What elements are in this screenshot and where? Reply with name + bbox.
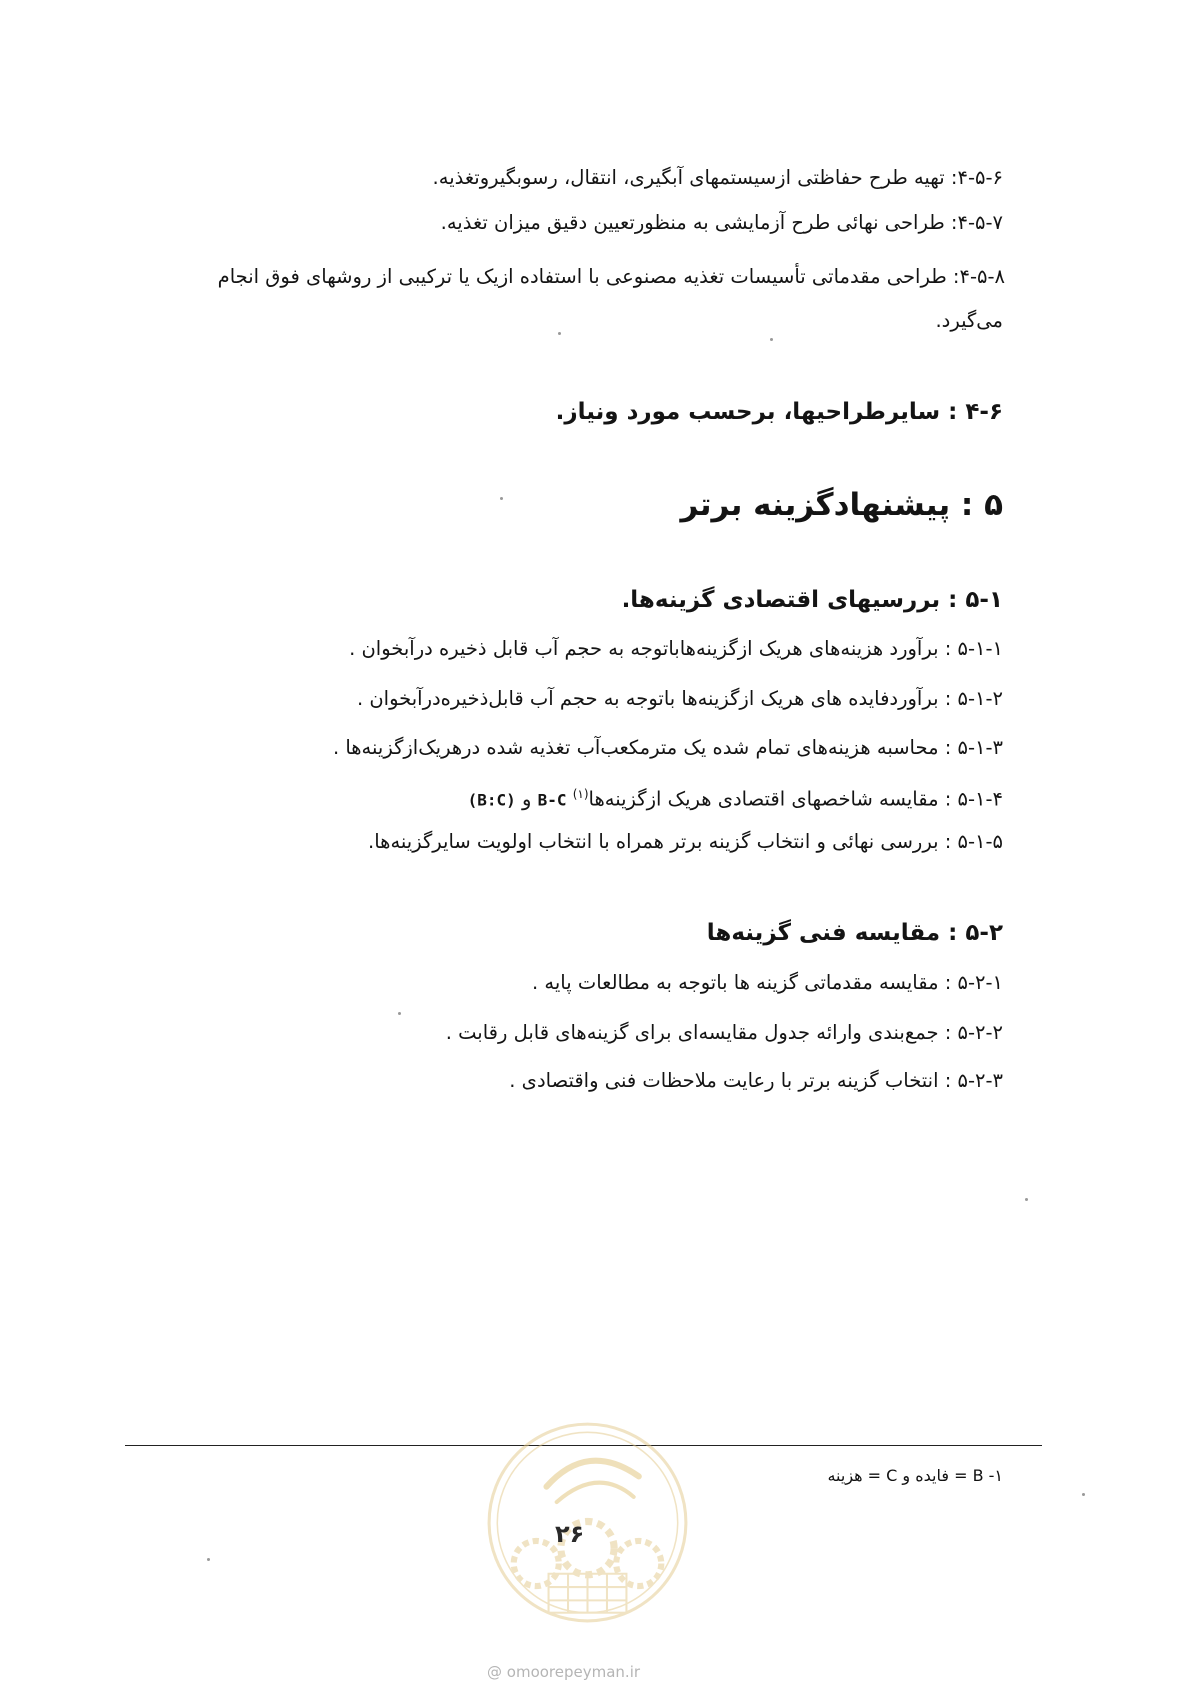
- item-5-2-3: ۵-۲-۳ : انتخاب گزینه برتر با رعایت ملاحظات فنی واقتصادی .: [509, 1069, 1003, 1092]
- b-minus-c: B-C: [537, 790, 567, 810]
- section-5-heading: ۵ : پیشنهادگزینه برتر: [680, 487, 1003, 523]
- item-5-1-2: ۵-۱-۲ : برآوردفایده های هریک ازگزینه‌ها باتوجه به حجم آب قابل‌ذخیره‌درآبخوان .: [356, 687, 1003, 710]
- item-5-1-4: [468, 779, 1003, 816]
- page-number: ۲۶: [555, 1520, 585, 1548]
- footnote-ref: (۱): [572, 787, 589, 801]
- scan-speck: [558, 332, 561, 335]
- item-5-1-5: ۵-۱-۵ : بررسی نهائی و انتخاب گزینه برتر همراه با انتخاب اولویت سایرگزینه‌ها.: [368, 830, 1003, 853]
- item-5-2-1: ۵-۲-۱ : مقایسه مقدماتی گزینه ها باتوجه به مطالعات پایه .: [532, 971, 1003, 994]
- item-4-5-8: ۴-۵-۸: طراحی مقدماتی تأسیسات تغذیه مصنوعی با استفاده ازیک یا ترکیبی از روشهای فوق انجام: [217, 265, 1005, 288]
- scan-speck: [1082, 1493, 1085, 1496]
- item-4-5-6: ۴-۵-۶: تهیه طرح حفاظتی ازسیستمهای آبگیری، انتقال، رسوبگیروتغذیه.: [432, 166, 1003, 189]
- conjunction: و: [521, 787, 532, 811]
- footnote: ۱- B = فایده و C = هزینه: [827, 1466, 1003, 1485]
- item-5-1-3: ۵-۱-۳ : محاسبه هزینه‌های تمام شده یک مترمکعب‌آب تغذیه شده درهریک‌ازگزینه‌ها .: [332, 736, 1003, 759]
- item-5-1-1: ۵-۱-۱ : برآورد هزینه‌های هریک ازگزینه‌هاباتوجه به حجم آب قابل ذخیره درآبخوان .: [349, 637, 1003, 660]
- scan-speck: [770, 338, 773, 341]
- section-4-6-heading: ۴-۶ : سایرطراحیها، برحسب مورد ونیاز.: [555, 399, 1003, 425]
- subsection-5-2-heading: ۵-۲ : مقایسه فنی گزینه‌ها: [706, 920, 1003, 946]
- item-4-5-8-continued: می‌گیرد.: [935, 309, 1003, 332]
- scan-speck: [398, 1012, 401, 1015]
- item-4-5-7: ۴-۵-۷: طراحی نهائی طرح آزمایشی به منظورتعیین دقیق میزان تغذیه.: [440, 211, 1003, 234]
- watermark-site: @ omoorepeyman.ir: [487, 1663, 641, 1681]
- scan-speck: [207, 1558, 210, 1561]
- subsection-5-1-heading: ۵-۱ : بررسیهای اقتصادی گزینه‌ها.: [621, 587, 1003, 613]
- b-ratio-c: (B:C): [467, 790, 516, 810]
- item-5-2-2: ۵-۲-۲ : جمع‌بندی وارائه جدول مقایسه‌ای برای گزینه‌های قابل رقابت .: [445, 1021, 1003, 1044]
- watermark-logo: [485, 1420, 690, 1625]
- scan-speck: [1025, 1198, 1028, 1201]
- item-5-1-4-text: ۵-۱-۴ : مقایسه شاخصهای اقتصادی هریک ازگزینه‌ها: [588, 787, 1003, 811]
- scan-speck: [500, 497, 503, 500]
